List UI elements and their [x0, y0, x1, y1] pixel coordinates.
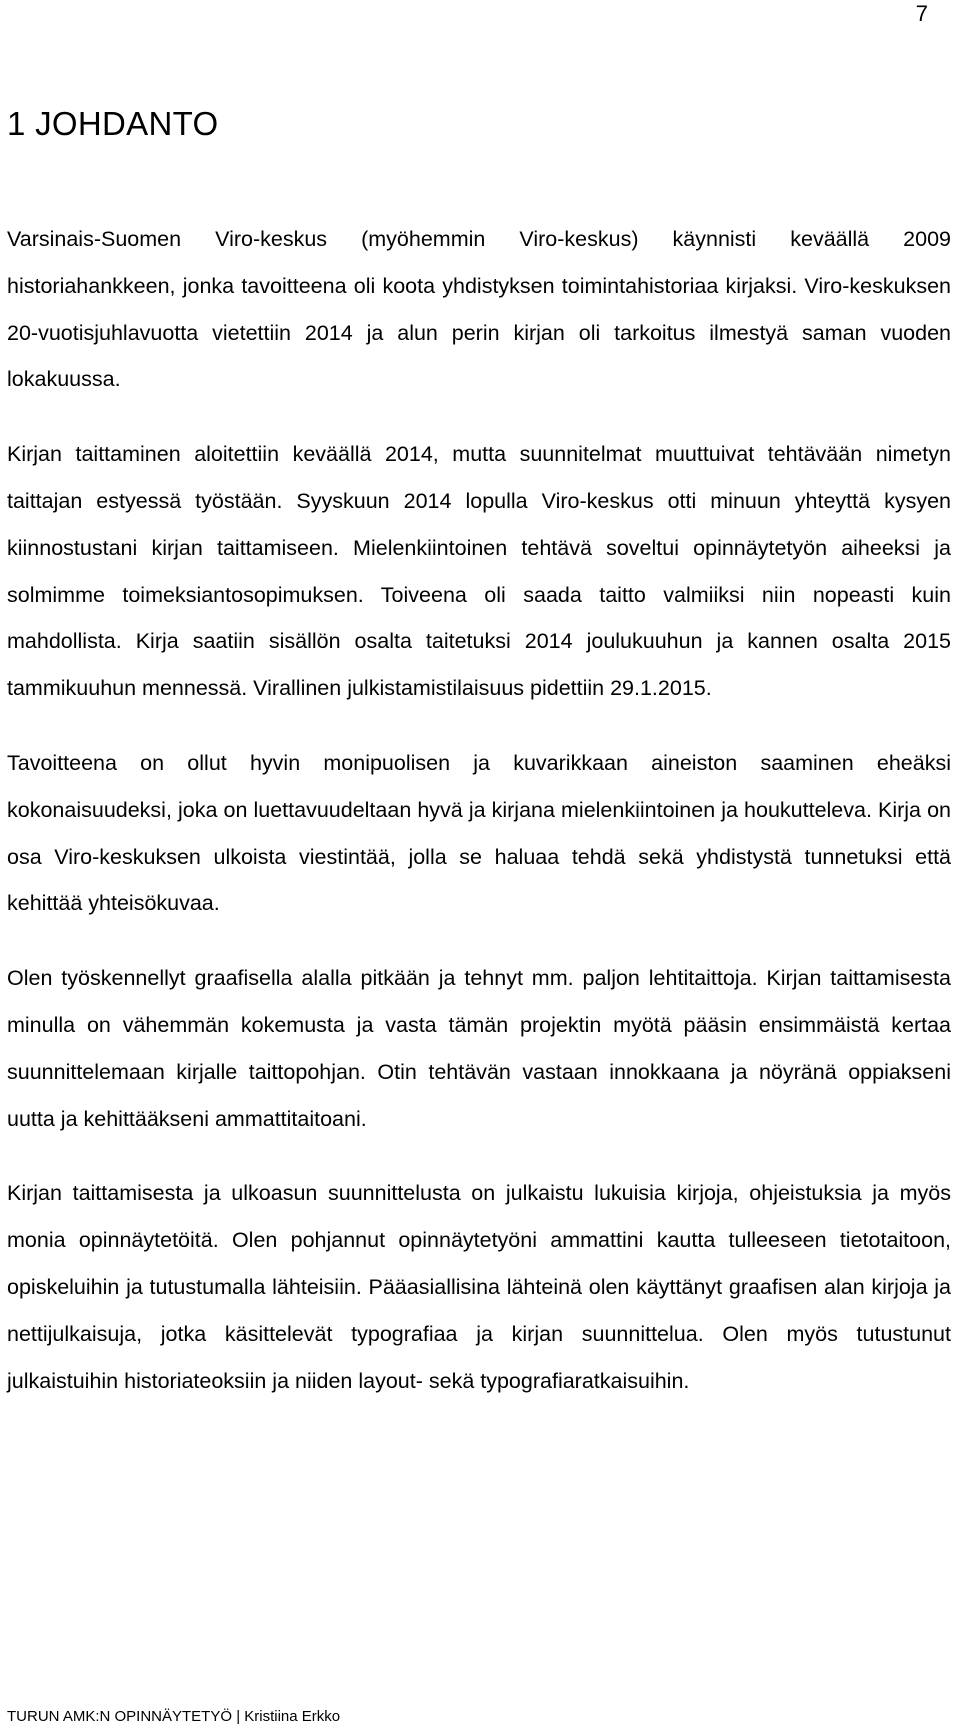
- paragraph-3: Tavoitteena on ollut hyvin monipuolisen ja kuvarikkaan aineiston saaminen eheäksi kokonaisuudeksi, joka on luettavuudeltaan hyvä ja kirjana mielenkiintoinen ja houkutteleva. Kirja on osa Viro-keskuksen ulkoista viestintää, jolla se haluaa tehdä sekä yhdistystä tunnetuksi että kehittää yhteisökuvaa.: [7, 750, 951, 916]
- body-text: [7, 216, 951, 1404]
- page-number: 7: [915, 1, 928, 26]
- paragraph-5: Kirjan taittamisesta ja ulkoasun suunnittelusta on julkaistu lukuisia kirjoja, ohjeistuksia ja myös monia opinnäytetöitä. Olen pohjannut opinnäytetyöni ammattini kautta tulleeseen tietotaitoon, opiskeluihin ja tutustumalla lähteisiin. Pääasiallisina lähteinä olen käyttänyt graafisen alan kirjoja ja nettijulkaisuja, jotka käsittelevät typografiaa ja kirjan suunnittelua. Olen myös tutustunut julkaistuihin historiateoksiin ja niiden layout- sekä typografiaratkaisuihin.: [7, 1181, 951, 1393]
- chapter-heading: 1 JOHDANTO: [7, 105, 219, 142]
- paragraph-2: Kirjan taittaminen aloitettiin keväällä 2014, mutta suunnitelmat muuttuivat tehtävään nimetyn taittajan estyessä työstään. Syyskuun 2014 lopulla Viro-keskus otti minuun yhteyttä kysyen kiinnostustani kirjan taittamiseen. Mielenkiintoinen tehtävä soveltui opinnäytetyön aiheeksi ja solmimme toimeksiantosopimuksen. Toiveena oli saada taitto valmiiksi niin nopeasti kuin mahdollista. Kirja saatiin sisällön osalta taitetuksi 2014 joulukuuhun ja kannen osalta 2015 tammikuuhun mennessä. Virallinen julkistamistilaisuus pidettiin 29.1.2015.: [7, 442, 951, 701]
- page-footer: TURUN AMK:N OPINNÄYTETYÖ | Kristiina Erkko: [7, 1708, 341, 1725]
- paragraph-1: Varsinais-Suomen Viro-keskus (myöhemmin Viro-keskus) käynnisti keväällä 2009 historiahankkeen, jonka tavoitteena oli koota yhdistyksen toimintahistoriaa kirjaksi. Viro-keskuksen 20-vuotisjuhlavuotta vietettiin 2014 ja alun perin kirjan oli tarkoitus ilmestyä saman vuoden lokakuussa.: [7, 227, 951, 392]
- paragraph-4: Olen työskennellyt graafisella alalla pitkään ja tehnyt mm. paljon lehtitaittoja. Kirjan taittamisesta minulla on vähemmän kokemusta ja vasta tämän projektin myötä pääsin ensimmäistä kertaa suunnittelemaan kirjalle taittopohjan. Otin tehtävän vastaan innokkaana ja nöyränä oppiakseni uutta ja kehittääkseni ammattitaitoani.: [7, 966, 951, 1131]
